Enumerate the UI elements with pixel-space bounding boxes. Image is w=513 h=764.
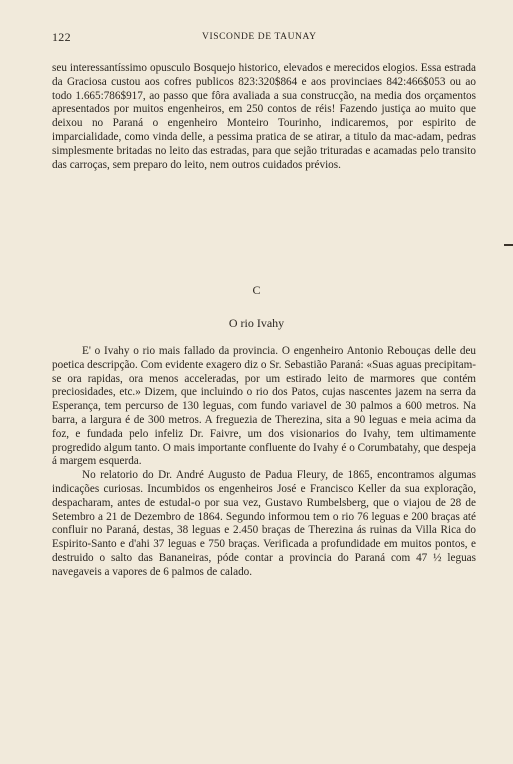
running-title: VISCONDE DE TAUNAY [202,32,317,42]
section-mark: C [252,283,261,297]
section-paragraph-1: E' o Ivahy o rio mais fallado da provincia. O engenheiro Antonio Rebouças delle deu poetica descripção. Com evidente exagero diz o Sr. Sebastião Paraná: «Suas aguas precipitam-se ora rapidas, ora menos acceleradas, por um estirado leito de marmores que contém preciosidades, etc.» Dizem, que incluindo o rio dos Patos, cujas nascentes jazem na serra da Esperança, tem percurso de 130 leguas, com fundo variavel de 30 palmos a 600 metros. Na barra, a largura é de 300 metros. A freguezia de Therezina, sita a 90 leguas e meia acima da foz, e fundada pelo infeliz Dr. Faivre, um dos visionarios do Ivahy, tem ultimamente progredido algum tanto. O mais importante confluente do Ivahy é o Corumbatahy, que despeja á margem esquerda. [52,345,476,468]
intro-text-block [52,62,476,172]
page-number: 122 [52,30,71,44]
margin-mark [504,244,513,246]
section-body [52,345,476,580]
intro-paragraph: seu interessantíssimo opusculo Bosquejo historico, elevados e merecidos elogios. Essa estrada da Graciosa custou aos cofres publicos 823:320$864 e aos provinciaes 842:466$053 ou ao todo 1.665:786$917, ao passo que fôra avaliada a sua construcção, na media dos orçamentos apresentados por muitos engenheiros, em 250 contos de réis! Fazendo justiça ao muito que deixou no Paraná o engenheiro Monteiro Tourinho, indicaremos, por espirito de imparcialidade, como vinda delle, a pessima pratica de se atirar, a titulo da mac-adam, pedras simplesmente britadas no leito das estradas, para que sejão trituradas e acamadas pelo transito das carroças, sem preparo do leito, nem outros cuidados prévios. [52,62,476,171]
section-title: O rio Ivahy [228,316,285,330]
page-header [52,30,472,46]
section-paragraph-2: No relatorio do Dr. André Augusto de Padua Fleury, de 1865, encontramos algumas indicações curiosas. Incumbidos os engenheiros José e Francisco Keller da sua exploração, despacharam, antes de estudal-o por sua vez, Gustavo Rumbelsberg, que o viajou de 28 de Setembro a 21 de Dezembro de 1864. Segundo informou tem o rio 76 leguas e 200 braças até confluir no Paraná, destas, 38 leguas e 2.450 braças de Therezina ás ruinas da Villa Rica do Espirito-Santo e d'ahi 37 leguas e 750 braças. Verificada a profundidade em muitos pontos, e destruido o salto das Bananeiras, póde contar a provincia do Paraná com 47 ½ leguas navegaveis a vapores de 6 palmos de calado. [52,469,476,578]
